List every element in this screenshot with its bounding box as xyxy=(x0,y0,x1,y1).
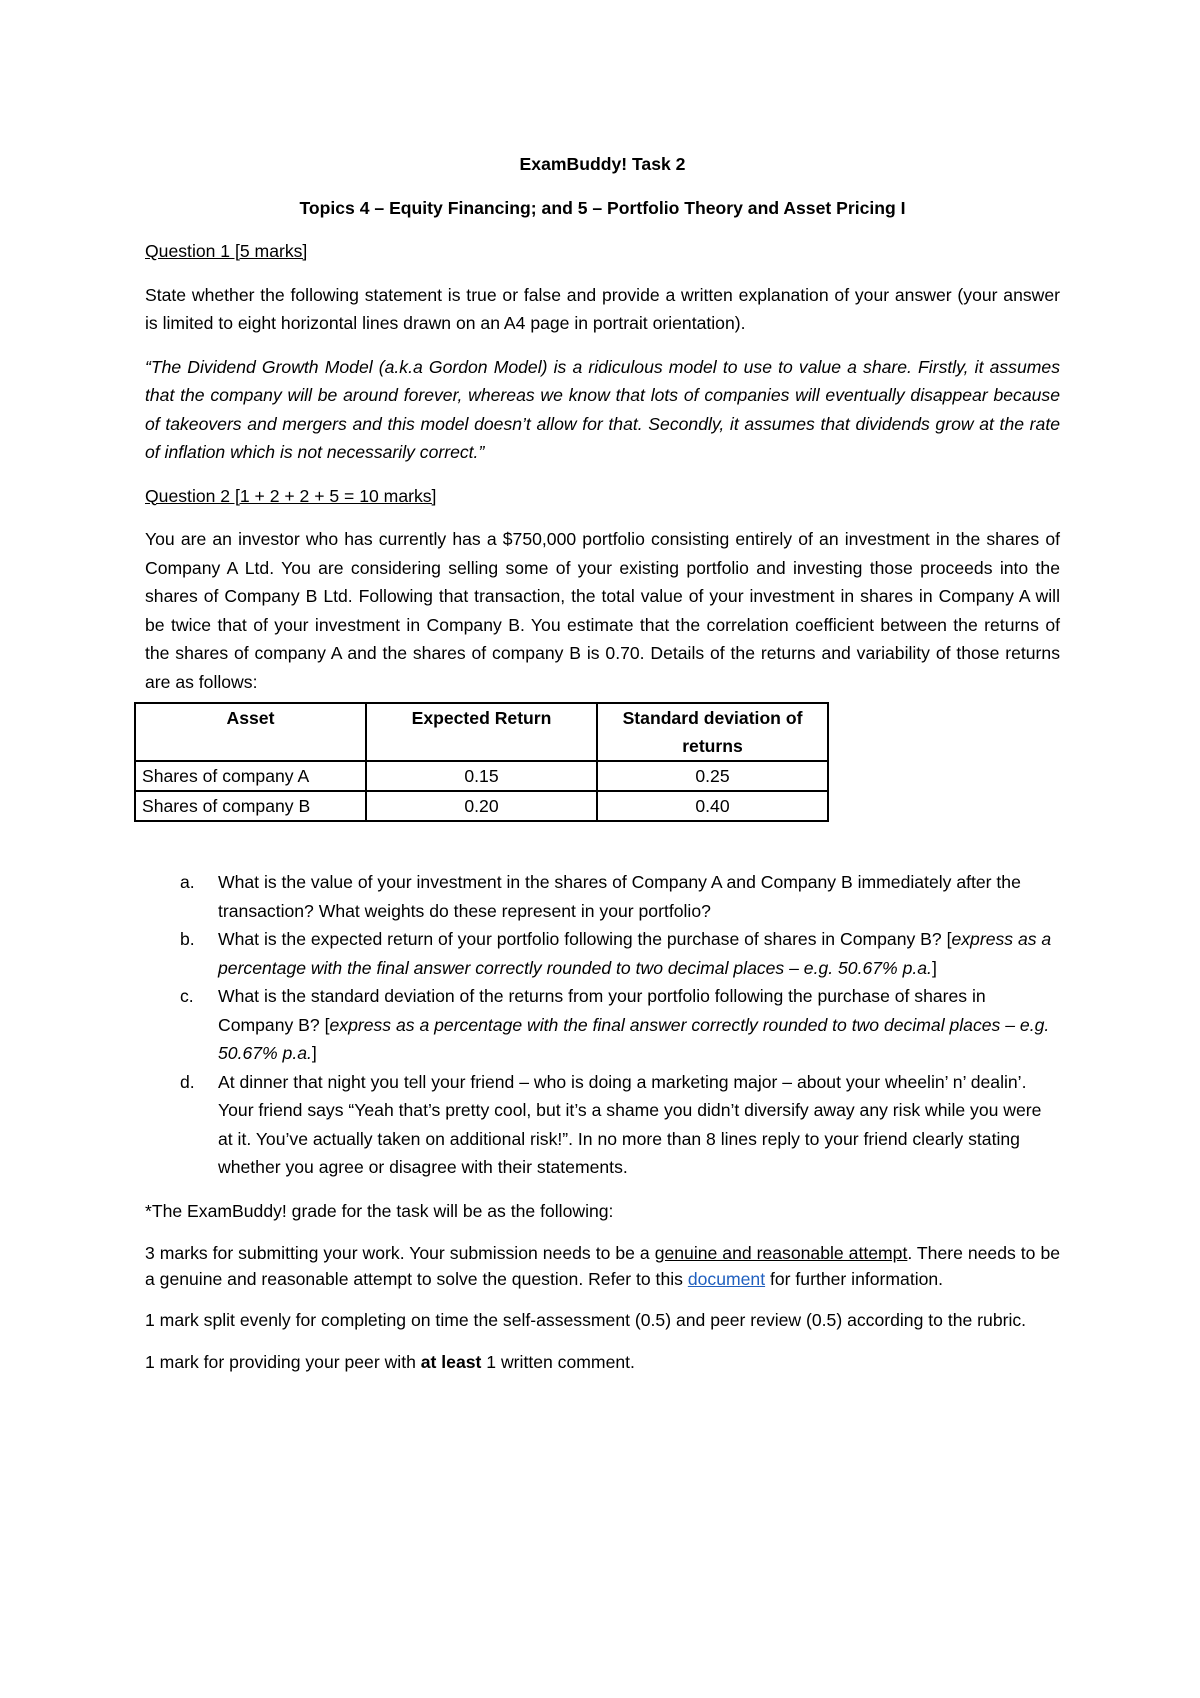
question-2-intro: You are an investor who has currently has a $750,000 portfolio consisting entirely of an investment in the shares of Company A Ltd. You are considering selling some of your existing portfolio and investing those proceeds into the shares of Company B Ltd. Following that transaction, the total value of your investment in shares in Company A will be twice that of your investment in Company B. You estimate that the correlation coefficient between the returns of the shares of company A and the shares of company B is 0.70. Details of the returns and variability of those returns are as follows: xyxy=(145,529,1060,692)
question-2-heading: Question 2 [1 + 2 + 2 + 5 = 10 marks] xyxy=(145,485,437,506)
grading-p1-text-b: . There needs to be a genuine and reasonable attempt to solve the question. Refer to this xyxy=(145,1243,1061,1289)
list-item xyxy=(145,925,1060,982)
genuine-attempt-text: genuine and reasonable attempt xyxy=(654,1243,908,1263)
part-c-note: express as a percentage with the final answer correctly rounded to two decimal places – e.g. 50.67% p.a. xyxy=(218,1014,1050,1063)
grading-p3-text-b: 1 written comment. xyxy=(481,1352,635,1372)
part-b-text: What is the expected return of your portfolio following the purchase of shares in Company B? [ xyxy=(218,929,952,949)
question-1-quote: “The Dividend Growth Model (a.k.a Gordon Model) is a ridiculous model to use to value a share. Firstly, it assumes that the company will be around forever, whereas we know that lots of companies will eventually disappear because of takeovers and mergers and this model doesn’t allow for that. Secondly, it assumes that dividends grow at the rate of inflation which is not necessarily correct.” xyxy=(145,356,1060,462)
table-cell: 0.20 xyxy=(366,791,597,821)
question-2-parts xyxy=(145,868,1060,1182)
table-cell: 0.25 xyxy=(597,761,828,791)
document-page xyxy=(142,150,1061,1377)
grading-p1-text-a: 3 marks for submitting your work. Your submission needs to be a xyxy=(145,1243,655,1263)
list-item xyxy=(145,1068,1060,1182)
grading-p3-bold: at least xyxy=(420,1352,482,1372)
table-cell: 0.15 xyxy=(366,761,597,791)
part-d-text: At dinner that night you tell your friend – who is doing a marketing major – about your wheelin’ n’ dealin’. Your friend says “Yeah that’s pretty cool, but it’s a shame you didn’t diversify away any risk while you were at it. You’ve actually taken on additional risk!”. In no more than 8 lines reply to your friend clearly stating whether you agree or disagree with their statements. xyxy=(218,1071,1042,1177)
question-1-heading: Question 1 [5 marks] xyxy=(145,241,308,261)
list-item xyxy=(145,982,1060,1068)
grading-paragraph-3 xyxy=(145,1348,1060,1377)
grading-intro: *The ExamBuddy! grade for the task will be as the following: xyxy=(145,1200,614,1221)
part-b-note: express as a percentage with the final answer correctly rounded to two decimal places – e.g. 50.67% p.a. xyxy=(218,929,1052,978)
list-marker: b. xyxy=(180,929,195,949)
part-b-close: ] xyxy=(931,957,937,978)
part-c-text: What is the standard deviation of the returns from your portfolio following the purchase of shares in Company B? [ xyxy=(218,986,986,1035)
returns-table xyxy=(134,702,829,822)
document-link[interactable]: document xyxy=(687,1269,766,1289)
list-marker: d. xyxy=(180,1071,195,1092)
table-cell: Shares of company A xyxy=(135,761,366,791)
list-item xyxy=(145,868,1060,925)
table-row xyxy=(135,791,828,821)
table-cell: Shares of company B xyxy=(135,791,366,821)
table-header-cell: Standard deviation of returns xyxy=(597,703,828,761)
table-header-row xyxy=(135,703,828,761)
table-cell: 0.40 xyxy=(597,791,828,821)
table-header-cell: Expected Return xyxy=(366,703,597,761)
list-marker: a. xyxy=(180,872,195,892)
table-header-cell: Asset xyxy=(135,703,366,761)
grading-paragraph-1 xyxy=(145,1240,1060,1292)
part-c-close: ] xyxy=(311,1043,317,1063)
page-subtitle: Topics 4 – Equity Financing; and 5 – Portfolio Theory and Asset Pricing I xyxy=(299,197,906,218)
grading-p3-text-a: 1 mark for providing your peer with xyxy=(145,1352,421,1372)
question-1-instruction: State whether the following statement is true or false and provide a written explanation of your answer (your answer is limited to eight horizontal lines drawn on an A4 page in portrait orientation). xyxy=(145,284,1060,333)
table-row xyxy=(135,761,828,791)
grading-paragraph-2: 1 mark split evenly for completing on time the self-assessment (0.5) and peer review (0.5) according to the rubric. xyxy=(145,1310,1027,1330)
list-marker: c. xyxy=(180,986,194,1006)
page-title: ExamBuddy! Task 2 xyxy=(519,154,686,174)
part-a-text: What is the value of your investment in the shares of Company A and Company B immediately after the transaction? What weights do these represent in your portfolio? xyxy=(218,872,1021,921)
grading-p1-text-c: for further information. xyxy=(765,1269,944,1289)
